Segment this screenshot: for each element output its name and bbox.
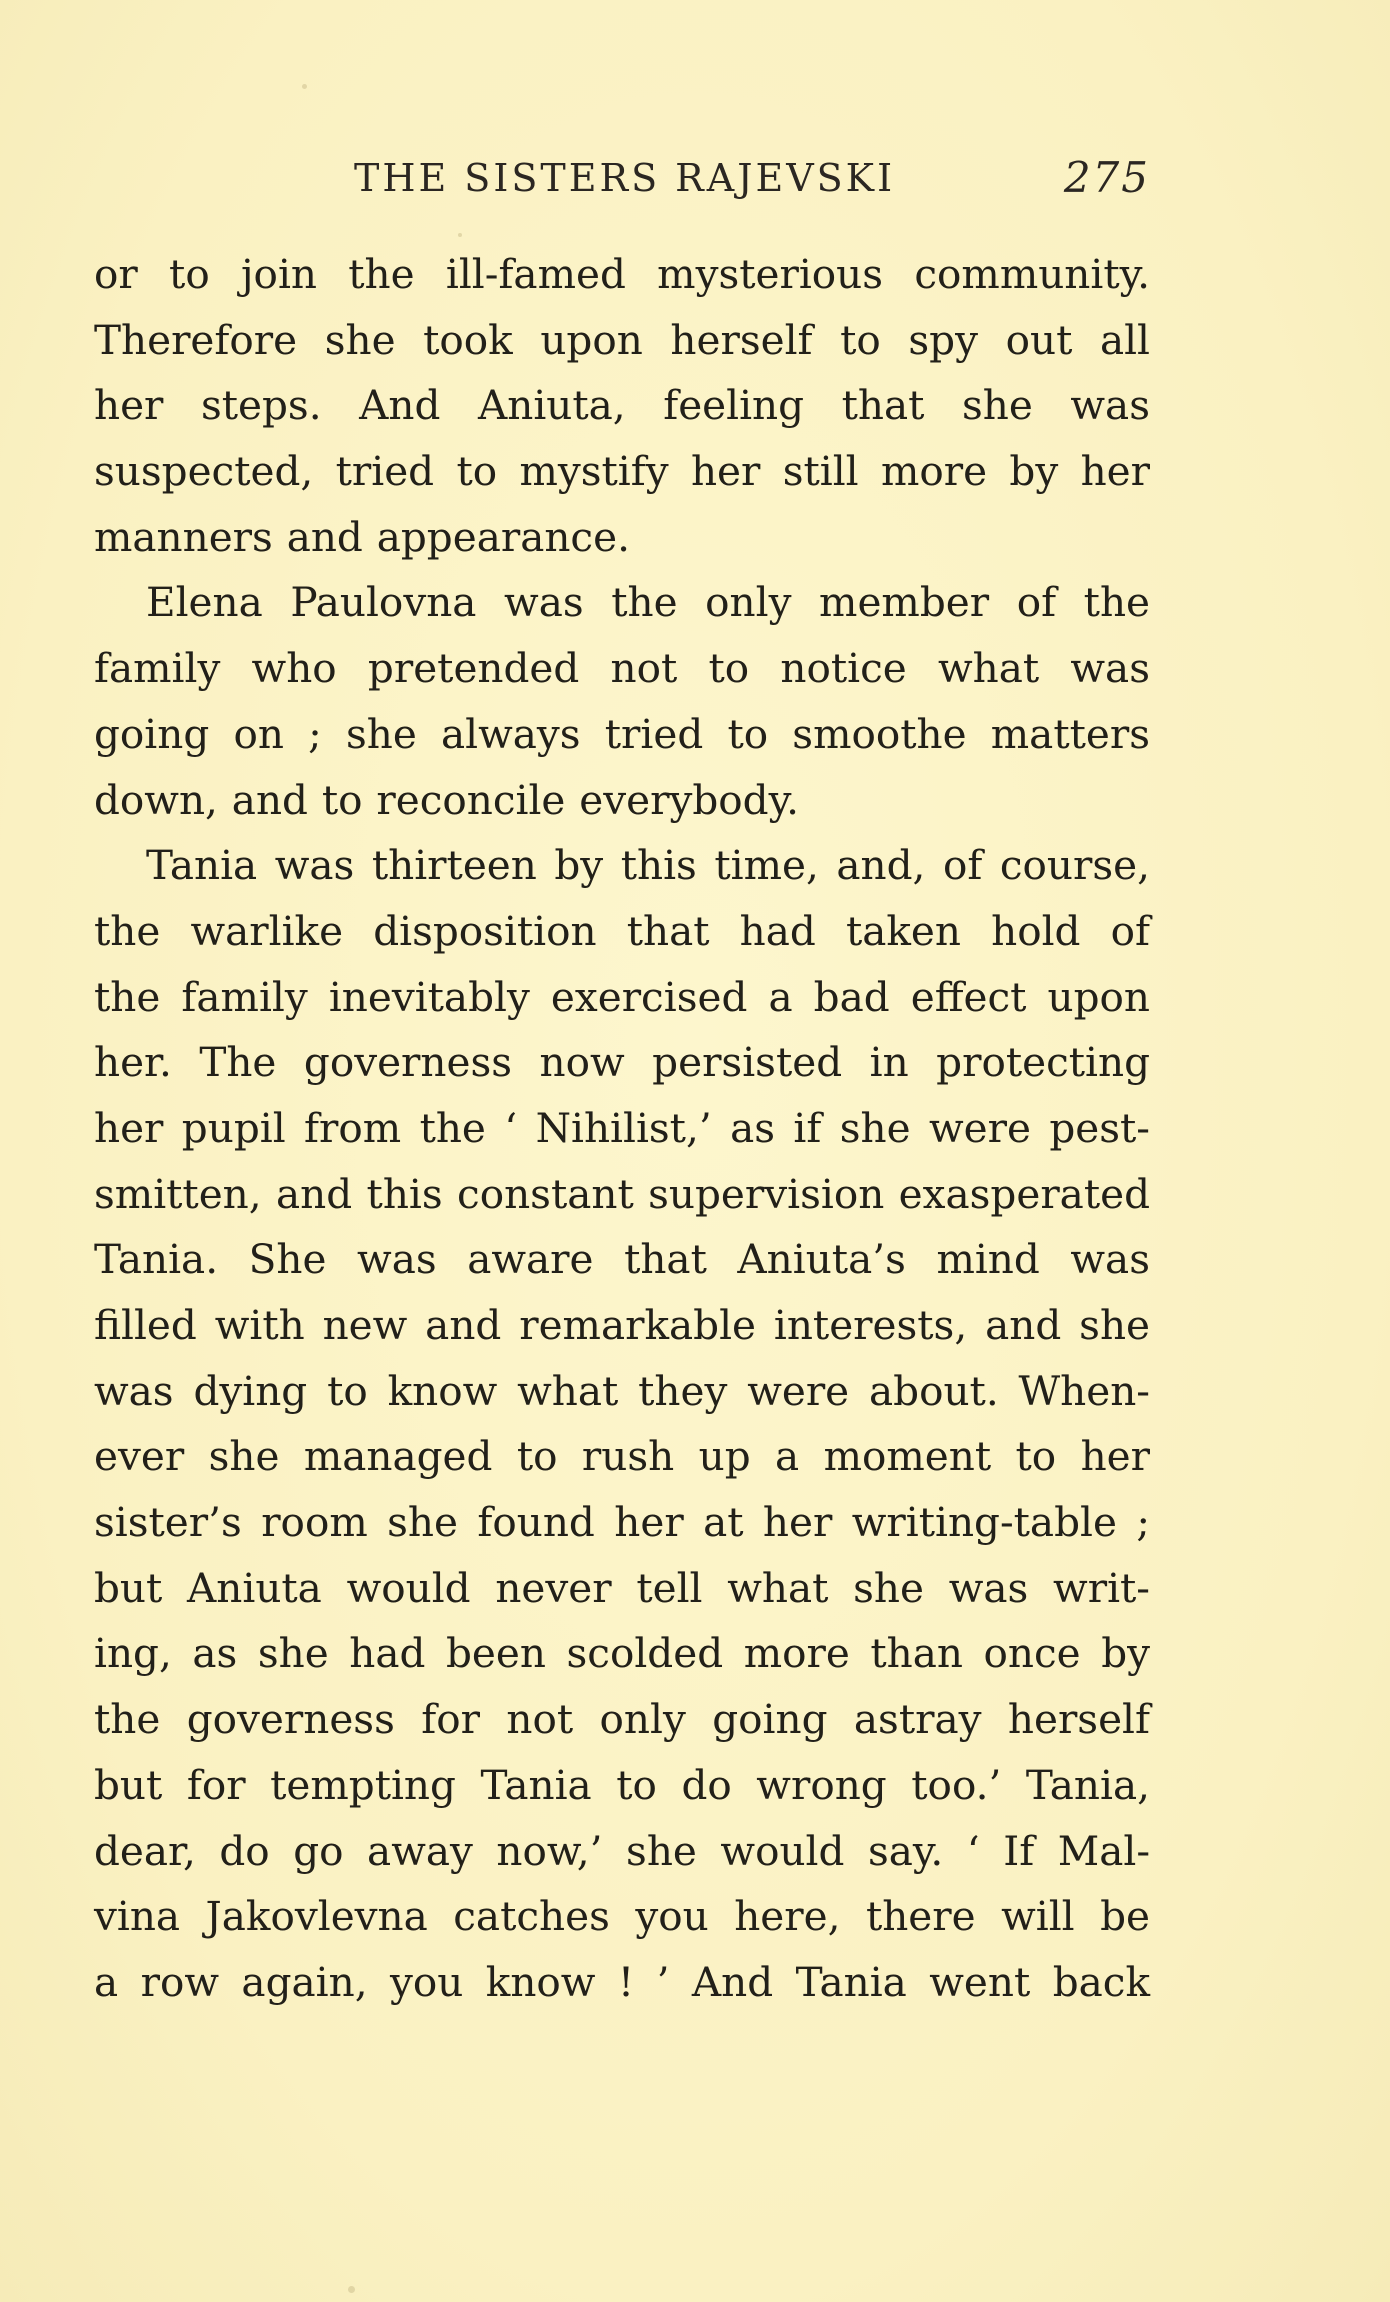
paper-speck	[348, 2286, 355, 2293]
text-line: sister’s room she found her at her writing-table ;	[94, 1498, 1150, 1547]
paper-speck	[302, 84, 307, 89]
text-line: going on ; she always tried to smoothe matters	[94, 709, 1150, 758]
text-line: ever she managed to rush up a moment to her	[94, 1432, 1150, 1481]
text-line: family who pretended not to notice what was	[94, 644, 1150, 693]
paper-speck	[458, 233, 462, 237]
text-line: suspected, tried to mystify her still more by her	[94, 447, 1150, 496]
paragraph	[94, 570, 1150, 833]
text-line: her. The governess now persisted in protecting	[94, 1038, 1150, 1087]
paragraph	[94, 833, 1150, 2015]
text-line: but Aniuta would never tell what she was writ-	[94, 1563, 1150, 1612]
text-line: the family inevitably exercised a bad effect upon	[94, 972, 1150, 1021]
paragraph	[94, 242, 1150, 570]
body-text	[94, 242, 1150, 2016]
text-line: was dying to know what they were about. When-	[94, 1366, 1150, 1415]
text-line: Therefore she took upon herself to spy out all	[94, 315, 1150, 364]
page-number: 275	[1063, 153, 1150, 202]
text-line: ing, as she had been scolded more than once by	[94, 1629, 1150, 1678]
text-line: or to join the ill-famed mysterious community.	[94, 250, 1150, 298]
text-line: the warlike disposition that had taken hold of	[94, 906, 1150, 955]
text-line: a row again, you know ! ’ And Tania went back	[94, 1957, 1150, 2006]
text-line: but for tempting Tania to do wrong too.’ Tania,	[94, 1760, 1150, 1809]
text-line: Elena Paulovna was the only member of the	[146, 578, 1150, 627]
text-line: the governess for not only going astray herself	[94, 1695, 1150, 1744]
text-line: Tania. She was aware that Aniuta’s mind was	[94, 1235, 1150, 1284]
text-line: manners and appearance.	[94, 512, 630, 561]
text-line: dear, do go away now,’ she would say. ‘ If Mal-	[94, 1826, 1150, 1875]
text-line: her steps. And Aniuta, feeling that she was	[94, 381, 1150, 430]
running-head	[94, 150, 1150, 206]
text-line: smitten, and this constant supervision exasperated	[94, 1169, 1150, 1218]
running-title: THE SISTERS RAJEVSKI	[354, 156, 896, 200]
text-line: filled with new and remarkable interests, and she	[94, 1301, 1150, 1349]
text-line: her pupil from the ‘ Nihilist,’ as if she were pest-	[94, 1103, 1150, 1152]
text-line: Tania was thirteen by this time, and, of course,	[146, 841, 1150, 890]
text-line: down, and to reconcile everybody.	[94, 775, 799, 824]
text-line: vina Jakovlevna catches you here, there will be	[94, 1892, 1150, 1941]
